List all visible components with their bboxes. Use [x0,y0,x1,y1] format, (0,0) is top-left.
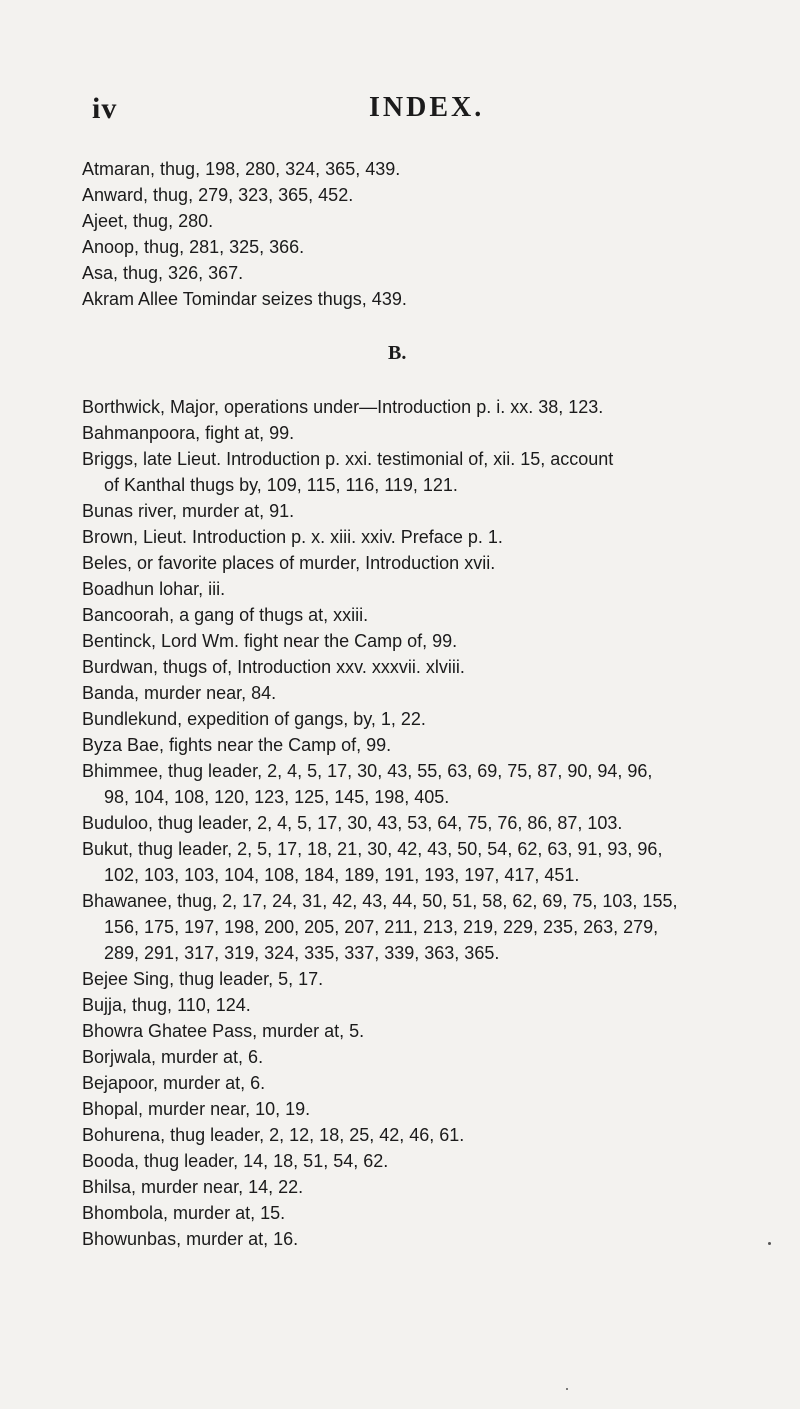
index-entry: Bhowunbas, murder at, 16. [82,1229,299,1249]
index-entry: Banda, murder near, 84. [82,683,277,703]
index-entry: Bukut, thug leader, 2, 5, 17, 18, 21, 30, 42, 43, 50, 54, 62, 63, 91, 93, 96, 102, 103, 103, 104, 108, 184, 189, 191, 193, 197, 417, 451. [82,839,663,885]
index-entry: Asa, thug, 326, 367. [82,263,244,283]
index-entry: Buduloo, thug leader, 2, 4, 5, 17, 30, 43, 53, 64, 75, 76, 86, 87, 103. [82,813,623,833]
index-entry: Bhawanee, thug, 2, 17, 24, 31, 42, 43, 44, 50, 51, 58, 62, 69, 75, 103, 155, 156, 175, 197, 198, 200, 205, 207, 211, 213, 219, 229, 235, 263, 279, 289, 291, 317, 319, 324, 335, 337, 339, 363, 365. [82,891,678,963]
index-entry: Bhowra Ghatee Pass, murder at, 5. [82,1021,365,1041]
index-entry: Bhilsa, murder near, 14, 22. [82,1177,304,1197]
paper-speck [768,1242,771,1245]
index-entry: Bejee Sing, thug leader, 5, 17. [82,969,324,989]
page-header [92,92,732,132]
running-title: INDEX. [369,92,485,123]
index-entry: Bancoorah, a gang of thugs at, xxiii. [82,605,369,625]
section-letter-b: B. [388,342,407,364]
index-entry: Borjwala, murder at, 6. [82,1047,264,1067]
index-entry: Ajeet, thug, 280. [82,211,214,231]
index-entry: Bentinck, Lord Wm. fight near the Camp of, 99. [82,631,458,651]
index-entry: Bhopal, murder near, 10, 19. [82,1099,311,1119]
index-entry: Atmaran, thug, 198, 280, 324, 365, 439. [82,159,401,179]
index-entry: Bundlekund, expedition of gangs, by, 1, 22. [82,709,426,729]
index-entry: Anward, thug, 279, 323, 365, 452. [82,185,354,205]
paper-speck [566,1388,568,1390]
index-entry: Akram Allee Tomindar seizes thugs, 439. [82,289,407,309]
index-entry: Booda, thug leader, 14, 18, 51, 54, 62. [82,1151,389,1171]
index-entry: Boadhun lohar, iii. [82,579,226,599]
index-entry: Beles, or favorite places of murder, Introduction xvii. [82,553,496,573]
index-entry: Bahmanpoora, fight at, 99. [82,423,295,443]
index-entry: Bhimmee, thug leader, 2, 4, 5, 17, 30, 43, 55, 63, 69, 75, 87, 90, 94, 96, 98, 104, 108, 120, 123, 125, 145, 198, 405. [82,761,653,807]
index-entry: Burdwan, thugs of, Introduction xxv. xxxvii. xlviii. [82,657,465,677]
index-entry: Bunas river, murder at, 91. [82,501,295,521]
index-entry: Bejapoor, murder at, 6. [82,1073,266,1093]
index-entry: Byza Bae, fights near the Camp of, 99. [82,735,392,755]
index-entry: Bhombola, murder at, 15. [82,1203,286,1223]
index-entry: Borthwick, Major, operations under—Introduction p. i. xx. 38, 123. [82,397,604,417]
index-entry: Bohurena, thug leader, 2, 12, 18, 25, 42, 46, 61. [82,1125,465,1145]
index-entry: Brown, Lieut. Introduction p. x. xiii. xxiv. Preface p. 1. [82,527,503,547]
page-number: iv [92,92,118,125]
index-entry: Anoop, thug, 281, 325, 366. [82,237,305,257]
index-entry: Briggs, late Lieut. Introduction p. xxi. testimonial of, xii. 15, account of Kanthal thugs by, 109, 115, 116, 119, 121. [82,449,614,495]
index-entry: Bujja, thug, 110, 124. [82,995,251,1015]
